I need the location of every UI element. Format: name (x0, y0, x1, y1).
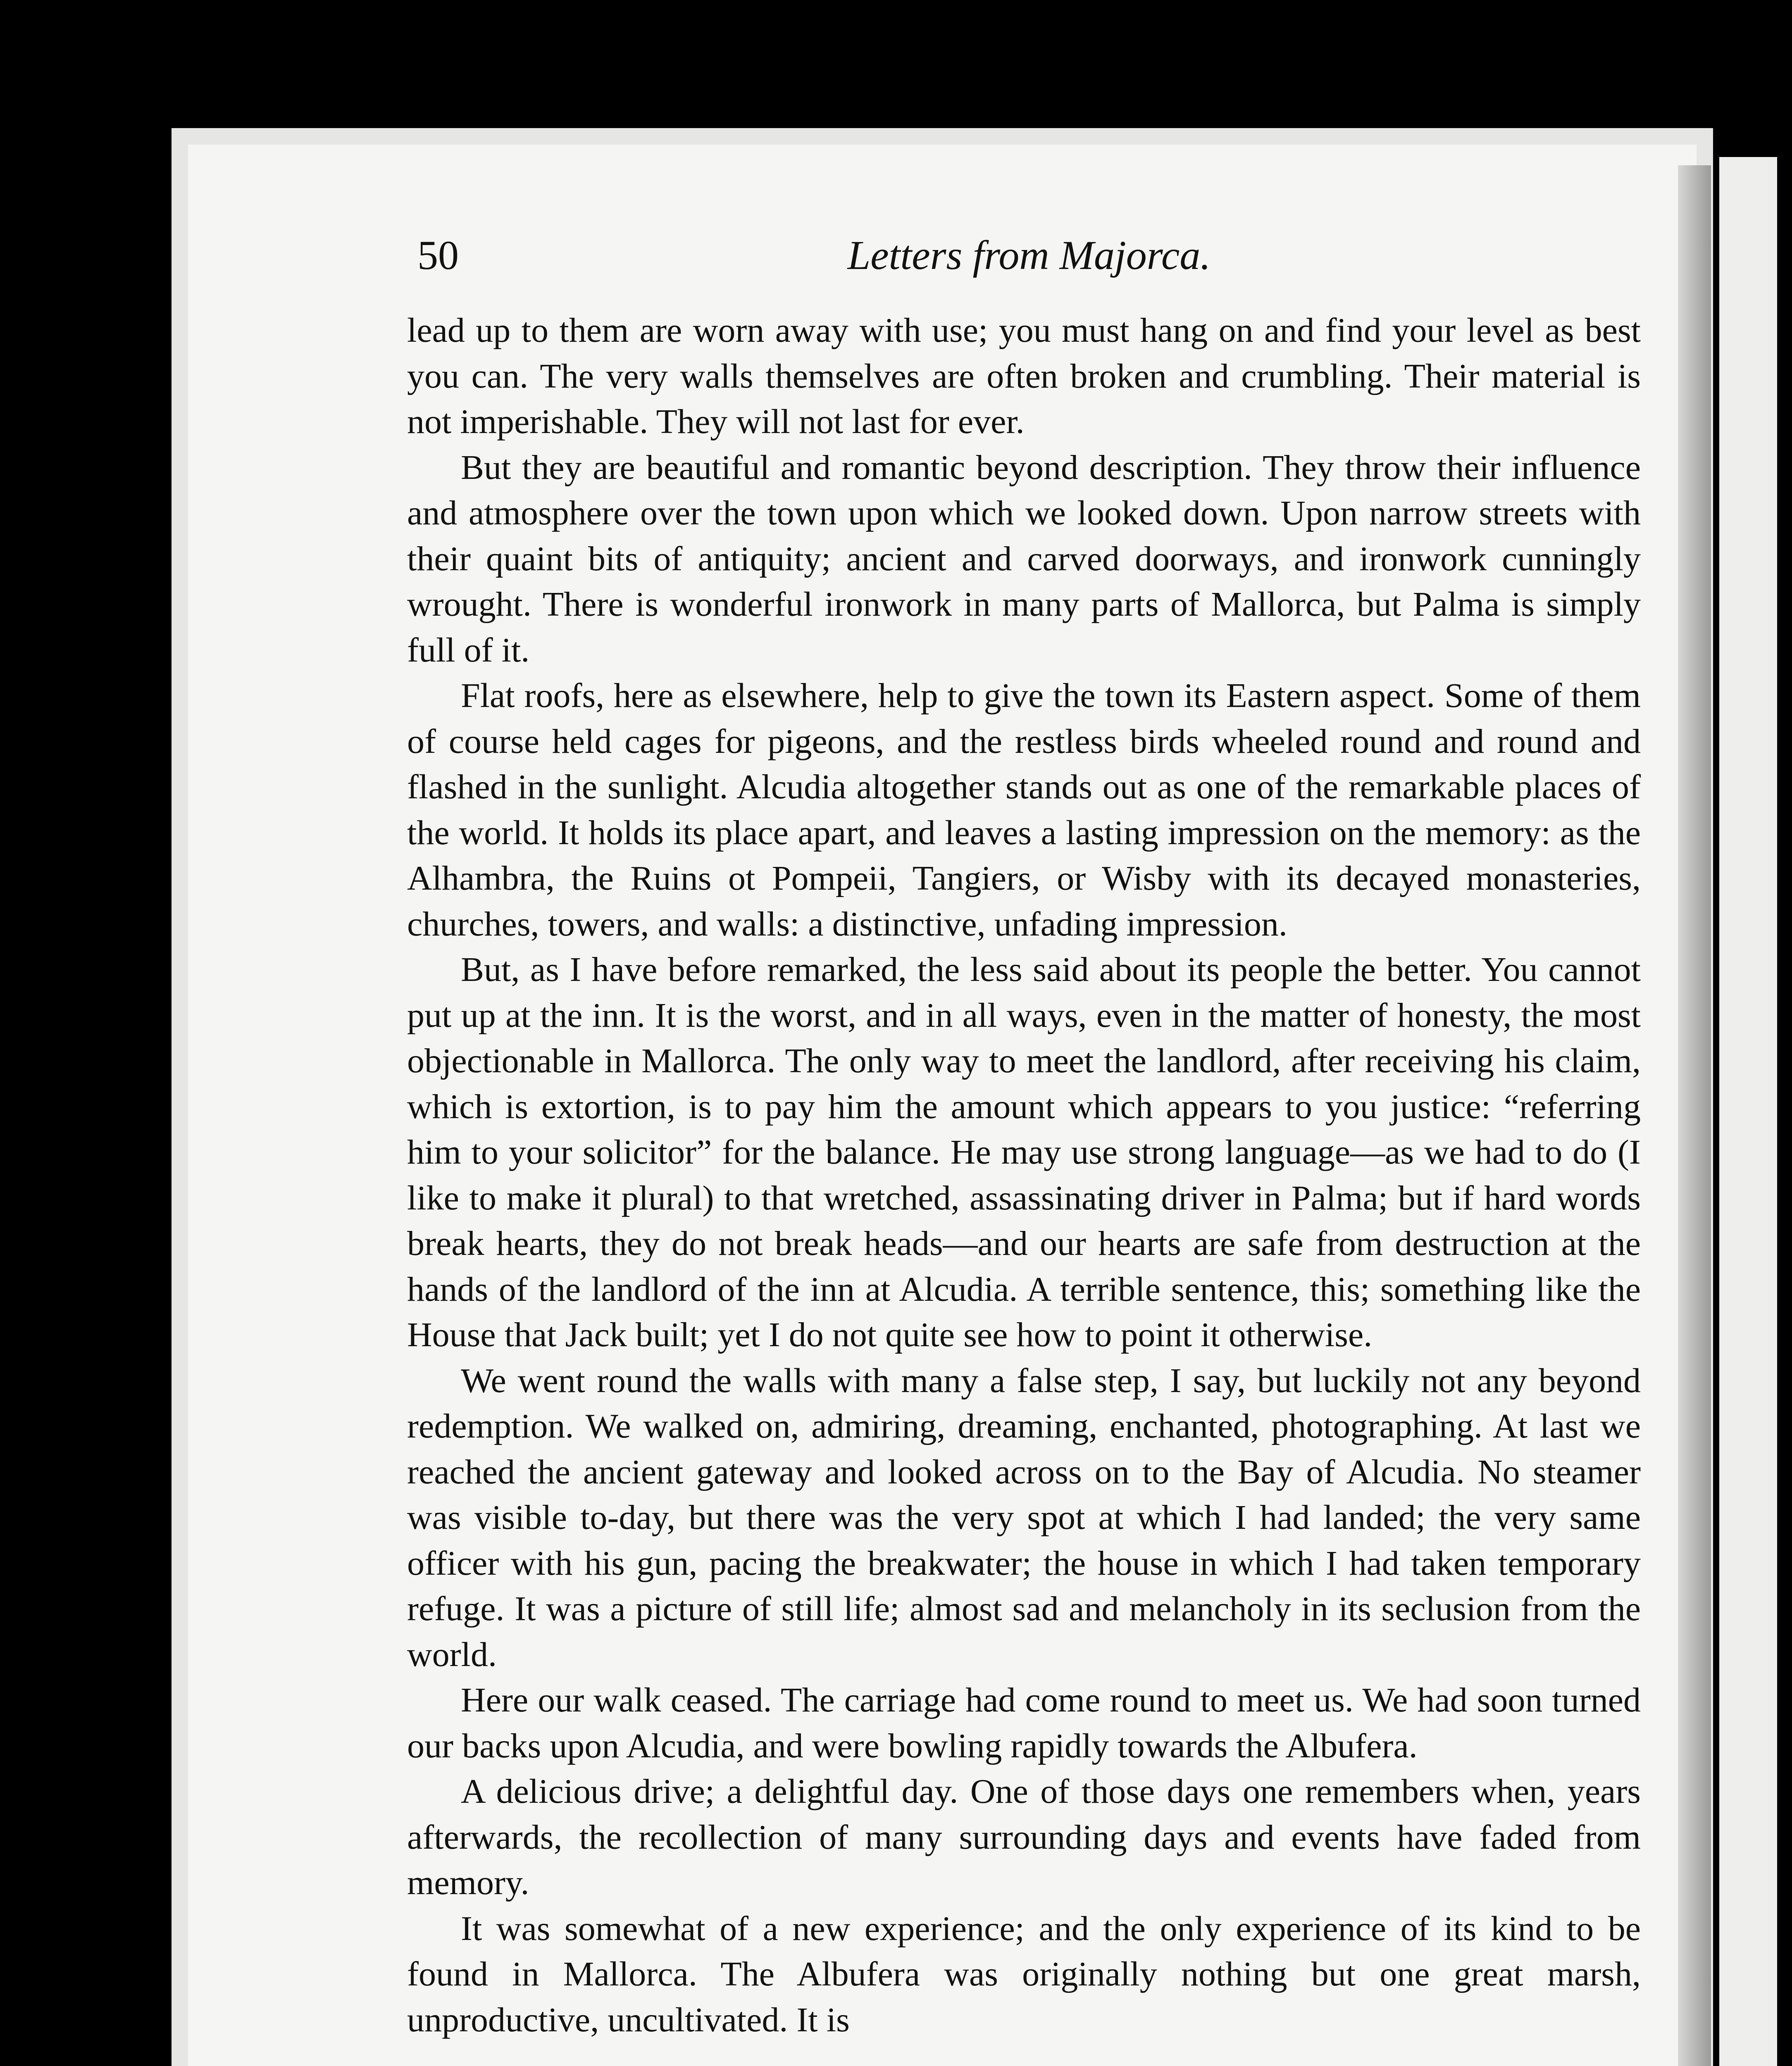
page-number: 50 (417, 232, 459, 278)
paragraph: But they are beautiful and romantic beyond description. They throw their influence and atmosphere over the town upon which we looked down. Upon narrow streets with their quaint bits of antiquity; ancient and carved doorways, and ironwork cunningly wrought. There is wonderful ironwork in many parts of Mallorca, but Palma is simply full of it. (407, 448, 1641, 669)
paragraph: But, as I have before remarked, the less said about its people the better. You cannot put up at the inn. It is the worst, and in all ways, even in the matter of honesty, the most objectionable in Mallorca. The only way to meet the landlord, after receiving his claim, which is extortion, is to pay him the amount which appears to you justice: “referring him to your solicitor” for the balance. He may use strong language—as we had to do (I like to make it plural) to that wretched, assassinating driver in Palma; but if hard words break hearts, they do not break heads—and our hearts are safe from destruction at the hands of the landlord of the inn at Alcudia. A terrible sentence, this; something like the House that Jack built; yet I do not quite see how to point it otherwise. (407, 950, 1641, 1354)
page-gutter-shadow (1678, 165, 1711, 2066)
next-page-edge (1719, 157, 1777, 2066)
page-header (417, 223, 1641, 298)
paragraph: We went round the walls with many a false step, I say, but luckily not any beyond redemption. We walked on, admiring, dreaming, enchanted, photographing. At last we reached the ancient gateway and looked across on to the Bay of Alcudia. No steamer was visible to-day, but there was the very spot at which I had landed; the very same officer with his gun, pacing the breakwater; the house in which I had taken temporary refuge. It was a picture of still life; almost sad and melancholy in its seclusion from the world. (407, 1361, 1641, 1674)
paragraph: A delicious drive; a delightful day. One of those days one remembers when, years afterwards, the recollection of many surrounding days and events have faded from memory. (407, 1772, 1641, 1902)
paragraph: lead up to them are worn away with use; you must hang on and find your level as best you can. The very walls themselves are often broken and crumbling. Their material is not imperishable. They will not last for ever. (407, 311, 1641, 441)
paragraph: It was somewhat of a new experience; and the only experience of its kind to be found in Mallorca. The Albufera was originally nothing but one great marsh, unproductive, uncultivated. It is (407, 1909, 1641, 2039)
paragraph: Here our walk ceased. The carriage had come round to meet us. We had soon turned our backs upon Alcudia, and were bowling rapidly towards the Albufera. (407, 1681, 1641, 1765)
running-title: Letters from Majorca. (847, 232, 1211, 278)
body-text (407, 308, 1641, 2043)
paragraph: Flat roofs, here as elsewhere, help to give the town its Eastern aspect. Some of them of course held cages for pigeons, and the restless birds wheeled round and round and flashed in the sunlight. Alcudia altogether stands out as one of the remarkable places of the world. It holds its place apart, and leaves a lasting impression on the memory: as the Alhambra, the Ruins ot Pompeii, Tangiers, or Wisby with its decayed monasteries, churches, towers, and walls: a distinctive, unfading impression. (407, 676, 1641, 943)
